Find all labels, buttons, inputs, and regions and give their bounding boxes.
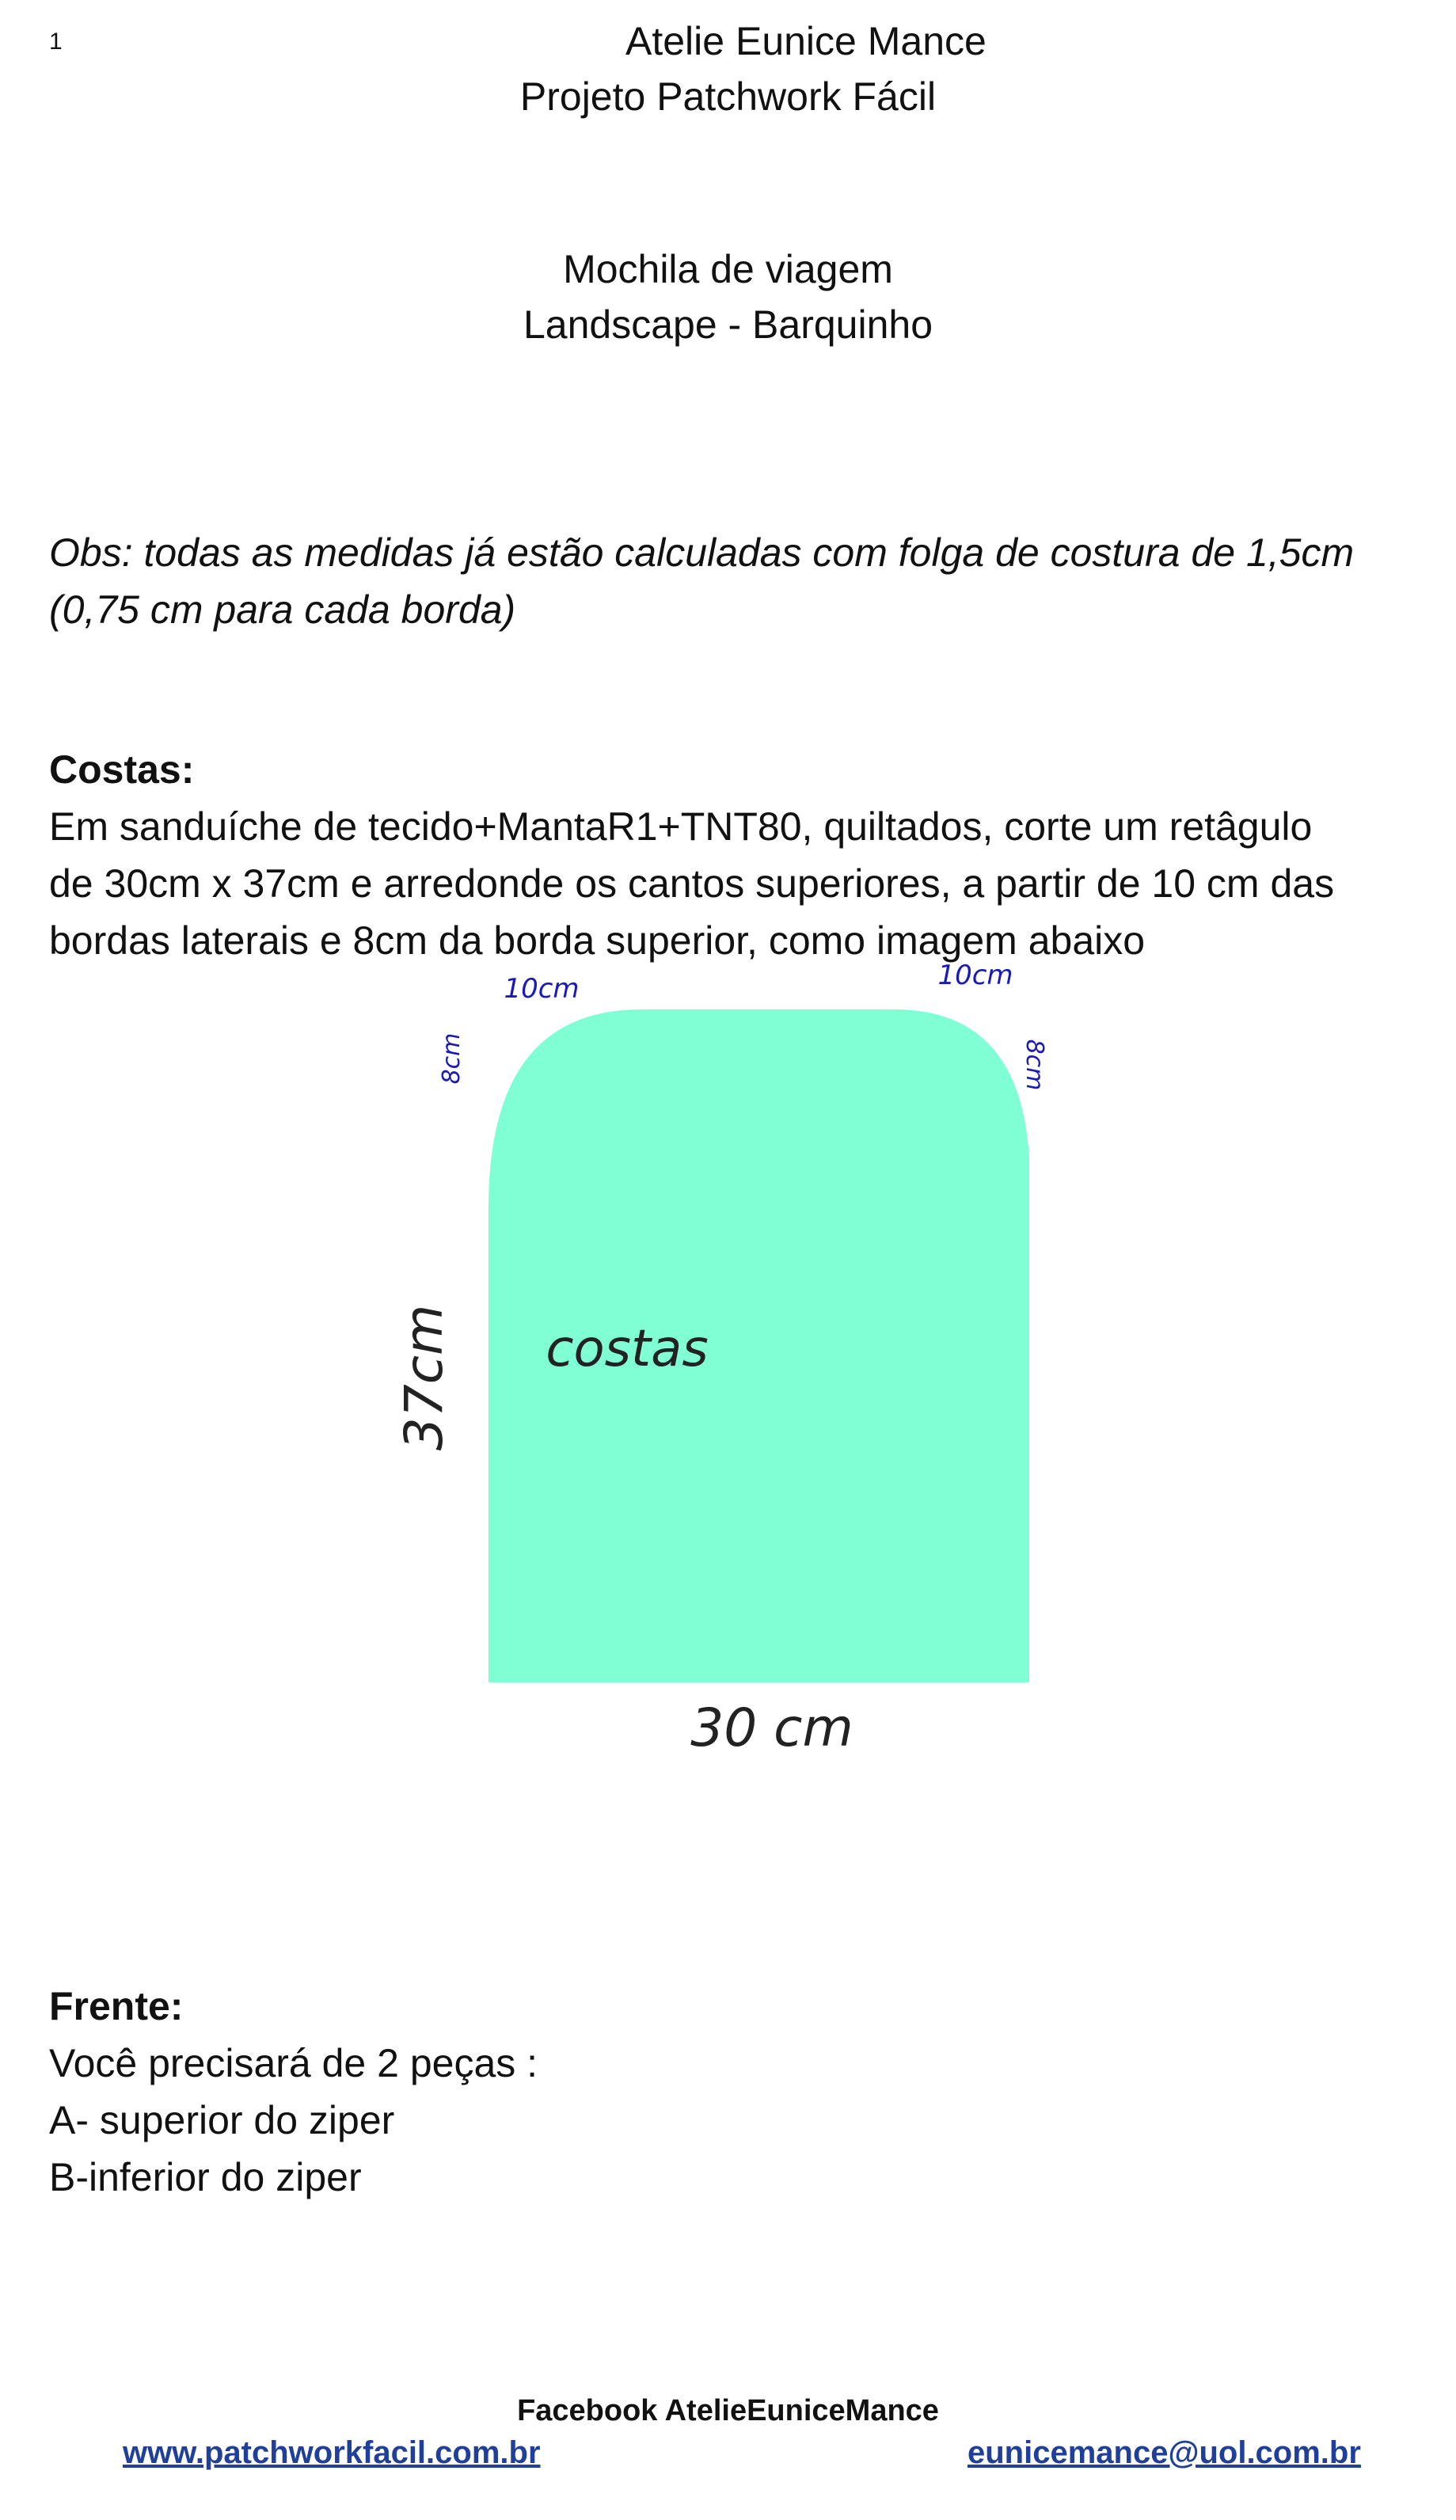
observation-note	[49, 524, 1427, 638]
width-label: 30 cm	[690, 1697, 853, 1758]
frente-instructions	[49, 2035, 1427, 2206]
observation-line: Obs: todas as medidas já estão calculadas com folga de costura de 1,5cm	[49, 530, 1355, 575]
costas-pattern-diagram	[372, 962, 1085, 1793]
project-name: Projeto Patchwork Fácil	[519, 74, 937, 119]
instruction-line: de 30cm x 37cm e arredonde os cantos superiores, a partir de 10 cm das	[49, 861, 1335, 906]
instruction-line: Você precisará de 2 peças :	[49, 2041, 538, 2085]
frente-heading: Frente:	[49, 1984, 184, 2028]
instruction-line: A- superior do ziper	[49, 2098, 395, 2142]
instruction-line: Em sanduíche de tecido+MantaR1+TNT80, quiltados, corte um retâgulo	[49, 804, 1313, 849]
costas-shape-label: costas	[546, 1320, 709, 1378]
instruction-line: bordas laterais e 8cm da borda superior, como imagem abaixo	[49, 918, 1146, 963]
observation-line: (0,75 cm para cada borda)	[49, 587, 516, 632]
costas-heading: Costas:	[49, 747, 195, 792]
height-label: 37cm	[393, 1304, 454, 1451]
page-number: 1	[49, 29, 63, 55]
document-subtitle: Landscape - Barquinho	[523, 302, 933, 347]
instruction-line: B-inferior do ziper	[49, 2155, 362, 2199]
website-link[interactable]: www.patchworkfacil.com.br	[123, 2435, 541, 2470]
top-right-measure-label: 10cm	[937, 962, 1013, 991]
document-title: Mochila de viagem	[563, 247, 893, 291]
top-left-measure-label: 10cm	[504, 973, 580, 1005]
facebook-label: Facebook AtelieEuniceMance	[517, 2394, 939, 2427]
left-corner-measure-label: 8cm	[438, 1032, 466, 1085]
right-corner-measure-label: 8cm	[1021, 1039, 1048, 1091]
email-link[interactable]: eunicemance@uol.com.br	[967, 2435, 1361, 2470]
costas-instructions	[49, 798, 1427, 969]
atelier-name: Atelie Eunice Mance	[625, 19, 987, 63]
